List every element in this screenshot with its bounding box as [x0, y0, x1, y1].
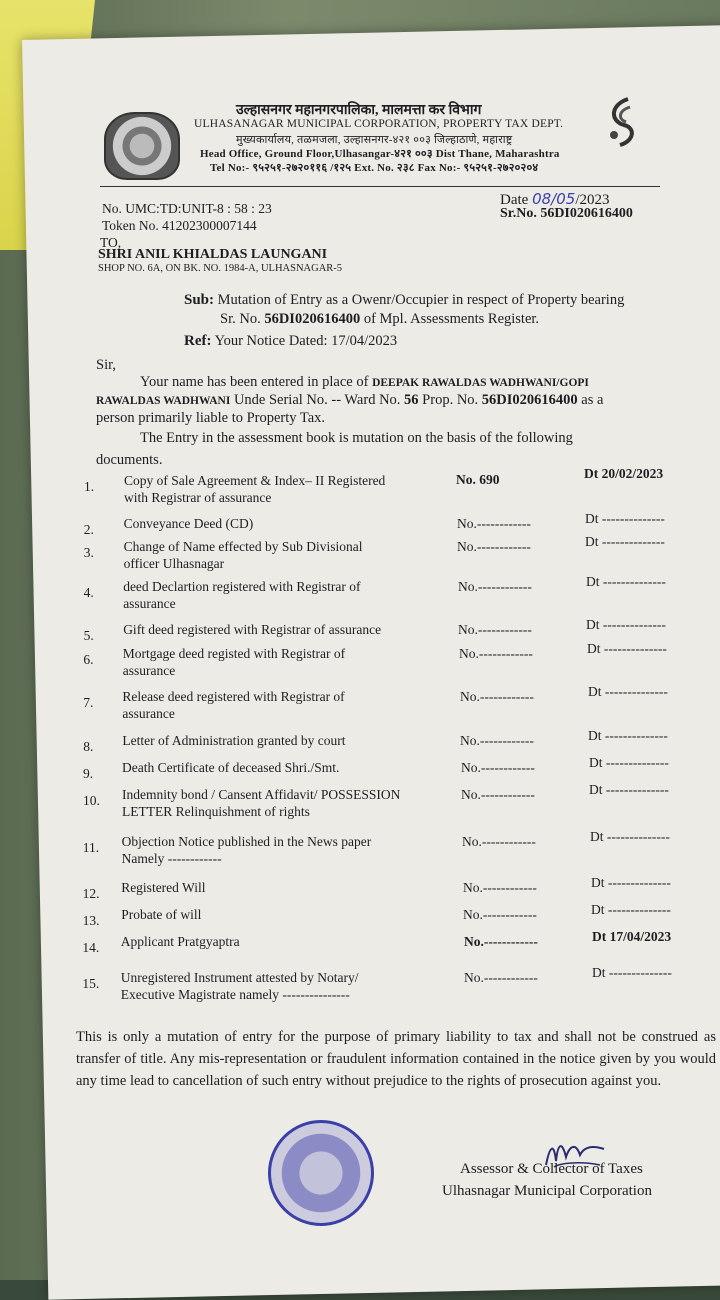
- item-description: Conveyance Deed (CD): [123, 516, 254, 531]
- item-doc-number: No.------------: [458, 622, 532, 637]
- item-doc-number: No.------------: [460, 689, 534, 704]
- body-line-1-text: Your name has been entered in place of: [140, 374, 369, 390]
- subject-register: of Mpl. Assessments Register.: [363, 311, 540, 327]
- item-doc-number: No.------------: [461, 787, 535, 802]
- item-description: Indemnity bond / Cansent Affidavit/ POSSESSION: [122, 787, 401, 802]
- item-number: 6.: [83, 652, 94, 667]
- item-description: Copy of Sale Agreement & Index– II Registered: [124, 473, 386, 488]
- item-doc-date: Dt 17/04/2023: [592, 929, 672, 944]
- body-line-4: The Entry in the assessment book is mutation on the basis of the following: [140, 430, 573, 446]
- signatory-title: Assessor & Collector of Taxes: [460, 1161, 643, 1177]
- property-number: 56DI020616400: [481, 392, 578, 408]
- item-description-2: Executive Magistrate namely ---------------: [120, 987, 350, 1002]
- tel-fax-line: Tel No:- ९५२५१-२७२०११६ /१२५ Ext. No. २३८ Fax No:- ९५२५१-२७२०२०४: [210, 162, 539, 174]
- subject-line-2: [220, 311, 539, 328]
- subject-srno-label: Sr. No.: [220, 311, 261, 327]
- header-divider: [100, 186, 660, 187]
- item-doc-date: Dt --------------: [590, 829, 670, 844]
- item-doc-number: No.------------: [459, 646, 533, 661]
- item-description-2: assurance: [123, 596, 176, 611]
- item-number: 10.: [83, 793, 100, 808]
- item-description-2: officer Ulhasnagar: [123, 556, 225, 571]
- item-description: Applicant Pratgyaptra: [120, 934, 240, 949]
- item-description: deed Declartion registered with Registrar of: [123, 579, 361, 594]
- item-description-2: LETTER Relinquishment of rights: [122, 804, 310, 819]
- body-line-3: person primarily liable to Property Tax.: [96, 410, 326, 426]
- item-number: 5.: [83, 628, 94, 643]
- marathi-address: मुख्यकार्यालय, तळमजला, उल्हासनगर-४२१ ००३ जिल्हाठाणे, महाराष्ट्र: [236, 134, 513, 146]
- salutation: Sir,: [96, 357, 116, 373]
- date-handwritten: 08/05: [532, 190, 576, 208]
- item-doc-number: No.------------: [463, 907, 537, 922]
- item-description: Death Certificate of deceased Shri./Smt.: [122, 760, 340, 775]
- item-doc-date: Dt --------------: [588, 728, 668, 743]
- item-doc-number: No. 690: [456, 472, 500, 487]
- marathi-title: उल्हासनगर महानगरपालिका, मालमत्ता कर विभाग: [236, 103, 482, 118]
- item-description: Probate of will: [121, 907, 202, 922]
- body-line-5: documents.: [96, 452, 163, 468]
- item-doc-date: Dt --------------: [589, 755, 669, 770]
- reference-number: No. UMC:TD:UNIT-8 : 58 : 23: [102, 201, 272, 216]
- item-number: 9.: [83, 766, 94, 781]
- item-doc-number: No.------------: [464, 970, 538, 985]
- item-doc-number: No.------------: [462, 834, 536, 849]
- corporation-logo-icon: [600, 95, 644, 153]
- item-number: 3.: [83, 545, 94, 560]
- item-description: Change of Name effected by Sub Divisional: [123, 539, 363, 554]
- subject-label: Sub:: [184, 292, 215, 308]
- item-number: 2.: [83, 522, 94, 537]
- item-doc-number: No.------------: [463, 880, 537, 895]
- item-doc-number: No.------------: [457, 516, 531, 531]
- english-title: ULHASANAGAR MUNICIPAL CORPORATION, PROPERTY TAX DEPT.: [194, 118, 564, 130]
- item-number: 13.: [82, 913, 100, 928]
- item-doc-date: Dt --------------: [585, 534, 665, 549]
- item-doc-number: No.------------: [458, 579, 532, 594]
- item-description: Mortgage deed registed with Registrar of: [122, 646, 346, 661]
- item-doc-number: No.------------: [457, 539, 531, 554]
- item-doc-date: Dt --------------: [586, 617, 666, 632]
- item-number: 14.: [82, 940, 100, 955]
- token-number: Token No. 41202300007144: [102, 218, 257, 233]
- body-line-1: [140, 374, 589, 391]
- serial-ward-text: Unde Serial No. -- Ward No.: [233, 392, 401, 408]
- prop-label: Prop. No.: [422, 392, 479, 408]
- to-label: TO,: [100, 235, 122, 250]
- item-number: 7.: [83, 695, 94, 710]
- item-number: 15.: [82, 976, 100, 991]
- item-doc-date: Dt --------------: [587, 641, 667, 656]
- item-number: 12.: [82, 886, 100, 901]
- item-number: 11.: [82, 840, 100, 855]
- ref-text: Your Notice Dated: 17/04/2023: [214, 333, 398, 349]
- item-doc-number: No.------------: [461, 760, 535, 775]
- disclaimer-paragraph: This is only a mutation of entry for the purpose of primary liability to tax and shall not be construed as transfer of title. Any mis-representation or fraudulent information contained in the notice given by you would any time lead to cancellation of such entry without prejudice to the rights of prosecution against you.: [76, 1029, 716, 1089]
- item-doc-date: Dt --------------: [585, 511, 665, 526]
- item-doc-date: Dt --------------: [591, 902, 671, 917]
- item-description: Release deed registered with Registrar of: [122, 689, 345, 704]
- item-doc-date: Dt --------------: [591, 875, 671, 890]
- previous-owner-name: DEEPAK RAWALDAS WADHWANI/GOPI: [372, 377, 589, 389]
- item-doc-date: Dt --------------: [592, 965, 672, 980]
- item-description-2: Namely ------------: [121, 851, 222, 866]
- item-description: Letter of Administration granted by court: [122, 733, 346, 748]
- ward-number: 56: [404, 392, 419, 408]
- signatory-org: Ulhasnagar Municipal Corporation: [442, 1183, 652, 1199]
- item-description-2: with Registrar of assurance: [124, 490, 272, 505]
- serial-number: Sr.No. 56DI020616400: [500, 206, 633, 221]
- item-number: 1.: [84, 479, 95, 494]
- corporation-seal-icon: [104, 112, 180, 180]
- item-doc-date: Dt --------------: [588, 684, 668, 699]
- reference-line: [184, 333, 397, 350]
- item-number: 4.: [83, 585, 94, 600]
- item-doc-date: Dt --------------: [589, 782, 669, 797]
- item-description: Gift deed registered with Registrar of assurance: [123, 622, 382, 637]
- item-description-2: assurance: [122, 663, 176, 678]
- item-description-2: assurance: [122, 706, 175, 721]
- item-doc-date: Dt 20/02/2023: [584, 466, 664, 481]
- body-line-2: [96, 392, 603, 409]
- subject-text: Mutation of Entry as a Owenr/Occupier in respect of Property bearing: [217, 292, 625, 308]
- item-description: Unregistered Instrument attested by Notary/: [120, 970, 359, 985]
- item-doc-number: No.------------: [464, 934, 538, 949]
- item-description: Registered Will: [121, 880, 206, 895]
- item-number: 8.: [83, 739, 94, 754]
- as-a-text: as a: [581, 392, 604, 408]
- ref-label: Ref:: [184, 333, 212, 349]
- subject-srno: 56DI020616400: [264, 311, 361, 327]
- previous-owner-name-2: RAWALDAS WADHWANI: [96, 395, 231, 407]
- addressee-name: SHRI ANIL KHIALDAS LAUNGANI: [98, 247, 328, 262]
- corporation-stamp-icon: [268, 1120, 374, 1226]
- subject-line: [184, 292, 624, 309]
- item-doc-date: Dt --------------: [586, 574, 666, 589]
- item-description: Objection Notice published in the News paper: [121, 834, 372, 849]
- english-address: Head Office, Ground Floor,Ulhasangar-४२१ ००३ Dist Thane, Maharashtra: [200, 148, 560, 160]
- addressee-address: SHOP NO. 6A, ON BK. NO. 1984-A, ULHASNAGAR-5: [98, 263, 343, 274]
- date-label: Date: [500, 192, 529, 208]
- date-year: /2023: [575, 192, 610, 208]
- item-doc-number: No.------------: [460, 733, 534, 748]
